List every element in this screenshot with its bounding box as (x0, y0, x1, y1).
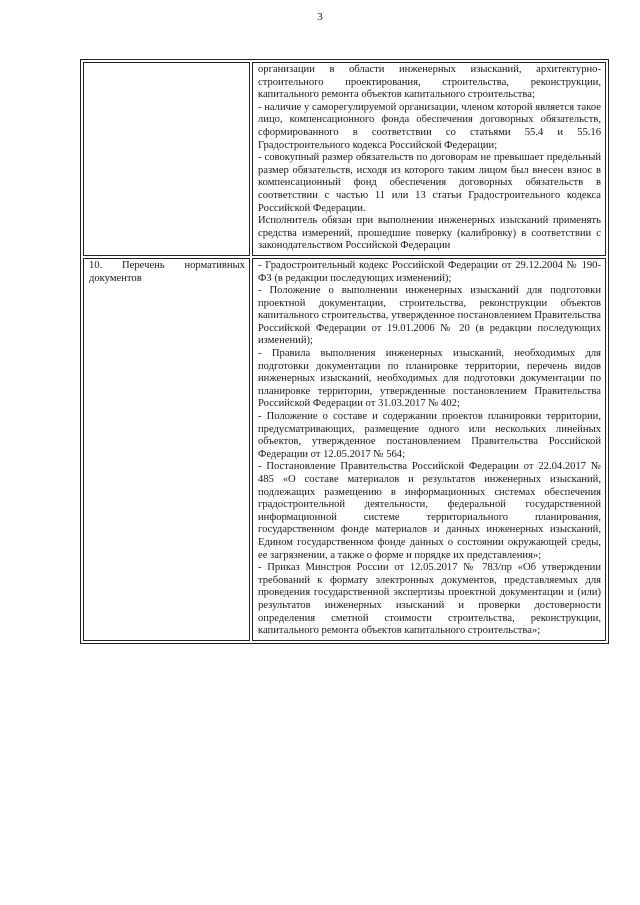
paragraph: - совокупный размер обязательств по договорам не превышает предельный размер обязательств, исходя из которого таким лицом был внесен взнос в компенсационный фонд обеспечения договорных обязательств в соответствии с частью 11 или 13 статьи Градостроительного кодекса Российской Федерации. (258, 152, 601, 214)
row-content-cell (252, 62, 606, 256)
requirements-table (80, 59, 609, 644)
paragraph: - наличие у саморегулируемой организации, членом которой является такое лицо, компенсационного фонда обеспечения договорных обязательств, сформированного в соответствии со статьями 55.4 и 55.16 Градостроительного кодекса Российской Федерации; (258, 101, 601, 151)
list-item: - Правила выполнения инженерных изысканий, необходимых для подготовки документации по планировке территории, перечень видов инженерных изысканий, необходимых для подготовки документации по планировке территории, утвержденные постановлением Правительства Российской Федерации от 31.03.2017 № 402; (258, 348, 601, 410)
row-label-cell (83, 62, 250, 256)
paragraph: организации в области инженерных изысканий, архитектурно-строительного проектирования, строительства, реконструкции, капитального ремонта объектов капитального строительства; (258, 64, 601, 101)
list-item: - Постановление Правительства Российской Федерации от 22.04.2017 № 485 «О составе материалов и результатов инженерных изысканий, подлежащих размещению в информационных системах обеспечения градостроительной деятельности, федеральной государственной информационной системе территориального планирования, государственном фонде материалов и данных инженерных изысканий, Едином государственном фонде данных о состоянии окружающей среды, ее загрязнении, а также о форме и порядке их представления»; (258, 461, 601, 561)
table-row (83, 62, 606, 256)
list-item: - Приказ Минстроя России от 12.05.2017 № 783/пр «Об утверждении требований к формату электронных документов, представляемых для проведения государственной экспертизы проектной документации и (или) результатов инженерных изысканий и проверки достоверности определения сметной стоимости строительства, реконструкции, капитального ремонта объектов капитального строительства»; (258, 562, 601, 637)
list-item: - Положение о выполнении инженерных изысканий для подготовки проектной документации, строительства, реконструкции объектов капитального строительства, утвержденное постановлением Правительства Российской Федерации от 19.01.2006 № 20 (в редакции последующих изменений); (258, 285, 601, 347)
row-label: 10. Перечень нормативных документов (89, 259, 245, 284)
row-label-cell (83, 258, 250, 641)
page-number: 3 (317, 11, 323, 23)
paragraph: Исполнитель обязан при выполнении инженерных изысканий применять средства измерений, прошедшие поверку (калибровку) в соответствии с законодательством Российской Федерации (258, 215, 601, 252)
row-content-cell (252, 258, 606, 641)
list-item: - Градостроительный кодекс Российской Федерации от 29.12.2004 № 190-ФЗ (в редакции последующих изменений); (258, 259, 601, 284)
list-item: - Положение о составе и содержании проектов планировки территории, предусматривающих, размещение одного или нескольких линейных объектов, утвержденное постановлением Правительства Российской Федерации от 12.05.2017 № 564; (258, 411, 601, 460)
table-row (83, 258, 606, 641)
